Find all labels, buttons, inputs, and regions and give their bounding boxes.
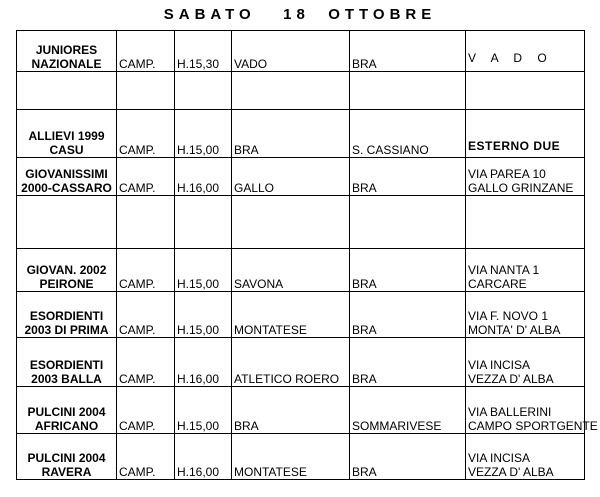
venue-line: VIA PAREA 10 bbox=[468, 167, 546, 181]
venue-cell bbox=[466, 387, 598, 434]
competition-cell: CAMP. bbox=[117, 387, 175, 434]
team-line: GIOVAN. 2002 bbox=[26, 263, 107, 277]
venue-line: VIA NANTA 1 bbox=[468, 263, 540, 277]
match-row bbox=[17, 434, 585, 480]
match-row bbox=[17, 158, 585, 196]
team-line: ESORDIENTI bbox=[29, 309, 104, 323]
time-cell: H.15,00 bbox=[175, 292, 232, 338]
time-cell: H.16,00 bbox=[175, 158, 232, 196]
home-team-cell: GALLO bbox=[232, 158, 350, 196]
away-team-cell: SOMMARIVESE bbox=[350, 387, 466, 434]
schedule-body bbox=[17, 31, 598, 480]
time-cell: H.15,30 bbox=[175, 31, 232, 72]
team-line: 2003 BALLA bbox=[31, 372, 102, 386]
team-cell bbox=[17, 31, 117, 72]
venue-line: VEZZA D' ALBA bbox=[468, 372, 554, 386]
venue-line: VIA BALLERINI bbox=[468, 405, 552, 419]
team-line: JUNIORES bbox=[35, 43, 98, 57]
match-row bbox=[17, 338, 585, 387]
venue-cell bbox=[466, 434, 585, 480]
empty-cell bbox=[117, 196, 175, 249]
team-line: PULCINI 2004 bbox=[27, 451, 106, 465]
team-line: NAZIONALE bbox=[31, 57, 102, 71]
empty-cell bbox=[466, 196, 585, 249]
spacer-row bbox=[17, 72, 585, 110]
empty-cell bbox=[350, 196, 466, 249]
spacer-row bbox=[17, 196, 585, 249]
competition-cell: CAMP. bbox=[117, 31, 175, 72]
home-team-cell: MONTATESE bbox=[232, 434, 350, 480]
venue-line: V A D O bbox=[468, 51, 553, 65]
team-line: RAVERA bbox=[41, 465, 92, 479]
team-cell bbox=[17, 158, 117, 196]
venue-line: ESTERNO DUE bbox=[468, 139, 561, 153]
away-team-cell: BRA bbox=[350, 434, 466, 480]
team-line: GIOVANISSIMI bbox=[25, 167, 108, 181]
match-row bbox=[17, 31, 585, 72]
venue-line: VIA INCISA bbox=[468, 358, 531, 372]
venue-cell bbox=[466, 31, 585, 72]
venue-line: VIA F. NOVO 1 bbox=[468, 309, 549, 323]
venue-line: VEZZA D' ALBA bbox=[468, 465, 554, 479]
home-team-cell: ATLETICO ROERO bbox=[232, 338, 350, 387]
team-line: PEIRONE bbox=[39, 277, 94, 291]
time-cell: H.15,00 bbox=[175, 387, 232, 434]
away-team-cell: BRA bbox=[350, 158, 466, 196]
team-line: ALLIEVI 1999 bbox=[28, 129, 105, 143]
away-team-cell: BRA bbox=[350, 249, 466, 292]
venue-cell bbox=[466, 338, 585, 387]
home-team-cell: VADO bbox=[232, 31, 350, 72]
venue-line: MONTA' D' ALBA bbox=[468, 323, 561, 337]
home-team-cell: BRA bbox=[232, 387, 350, 434]
venue-line: CARCARE bbox=[468, 277, 527, 291]
empty-cell bbox=[232, 196, 350, 249]
team-cell bbox=[17, 338, 117, 387]
venue-line: VIA INCISA bbox=[468, 451, 531, 465]
empty-cell bbox=[117, 72, 175, 110]
match-row bbox=[17, 110, 585, 158]
venue-cell bbox=[466, 110, 585, 158]
venue-cell bbox=[466, 249, 585, 292]
page-title: SABATO 18 OTTOBRE bbox=[163, 6, 437, 23]
away-team-cell: BRA bbox=[350, 338, 466, 387]
time-cell: H.16,00 bbox=[175, 338, 232, 387]
home-team-cell: SAVONA bbox=[232, 249, 350, 292]
time-cell: H.15,00 bbox=[175, 110, 232, 158]
away-team-cell: S. CASSIANO bbox=[350, 110, 466, 158]
venue-line: CAMPO SPORTGENTE bbox=[468, 419, 598, 433]
schedule-table bbox=[16, 30, 598, 480]
team-line: 2000-CASSARO bbox=[21, 181, 112, 195]
empty-cell bbox=[350, 72, 466, 110]
team-cell bbox=[17, 110, 117, 158]
competition-cell: CAMP. bbox=[117, 292, 175, 338]
team-line: PULCINI 2004 bbox=[27, 405, 106, 419]
away-team-cell: BRA bbox=[350, 31, 466, 72]
match-row bbox=[17, 292, 585, 338]
venue-cell bbox=[466, 292, 585, 338]
match-row bbox=[17, 249, 585, 292]
competition-cell: CAMP. bbox=[117, 110, 175, 158]
team-line: AFRICANO bbox=[34, 419, 99, 433]
empty-cell bbox=[175, 72, 232, 110]
competition-cell: CAMP. bbox=[117, 338, 175, 387]
empty-cell bbox=[175, 196, 232, 249]
team-cell bbox=[17, 249, 117, 292]
home-team-cell: MONTATESE bbox=[232, 292, 350, 338]
home-team-cell: BRA bbox=[232, 110, 350, 158]
team-line: ESORDIENTI bbox=[29, 358, 104, 372]
empty-cell bbox=[17, 196, 117, 249]
venue-line: GALLO GRINZANE bbox=[468, 181, 574, 195]
empty-cell bbox=[466, 72, 585, 110]
competition-cell: CAMP. bbox=[117, 434, 175, 480]
team-line: 2003 DI PRIMA bbox=[24, 323, 109, 337]
time-cell: H.15,00 bbox=[175, 249, 232, 292]
team-line: CASU bbox=[49, 143, 84, 157]
team-cell bbox=[17, 292, 117, 338]
competition-cell: CAMP. bbox=[117, 158, 175, 196]
competition-cell: CAMP. bbox=[117, 249, 175, 292]
venue-cell bbox=[466, 158, 585, 196]
time-cell: H.16,00 bbox=[175, 434, 232, 480]
empty-cell bbox=[17, 72, 117, 110]
away-team-cell: BRA bbox=[350, 292, 466, 338]
team-cell bbox=[17, 434, 117, 480]
match-row bbox=[17, 387, 585, 434]
team-cell bbox=[17, 387, 117, 434]
empty-cell bbox=[232, 72, 350, 110]
